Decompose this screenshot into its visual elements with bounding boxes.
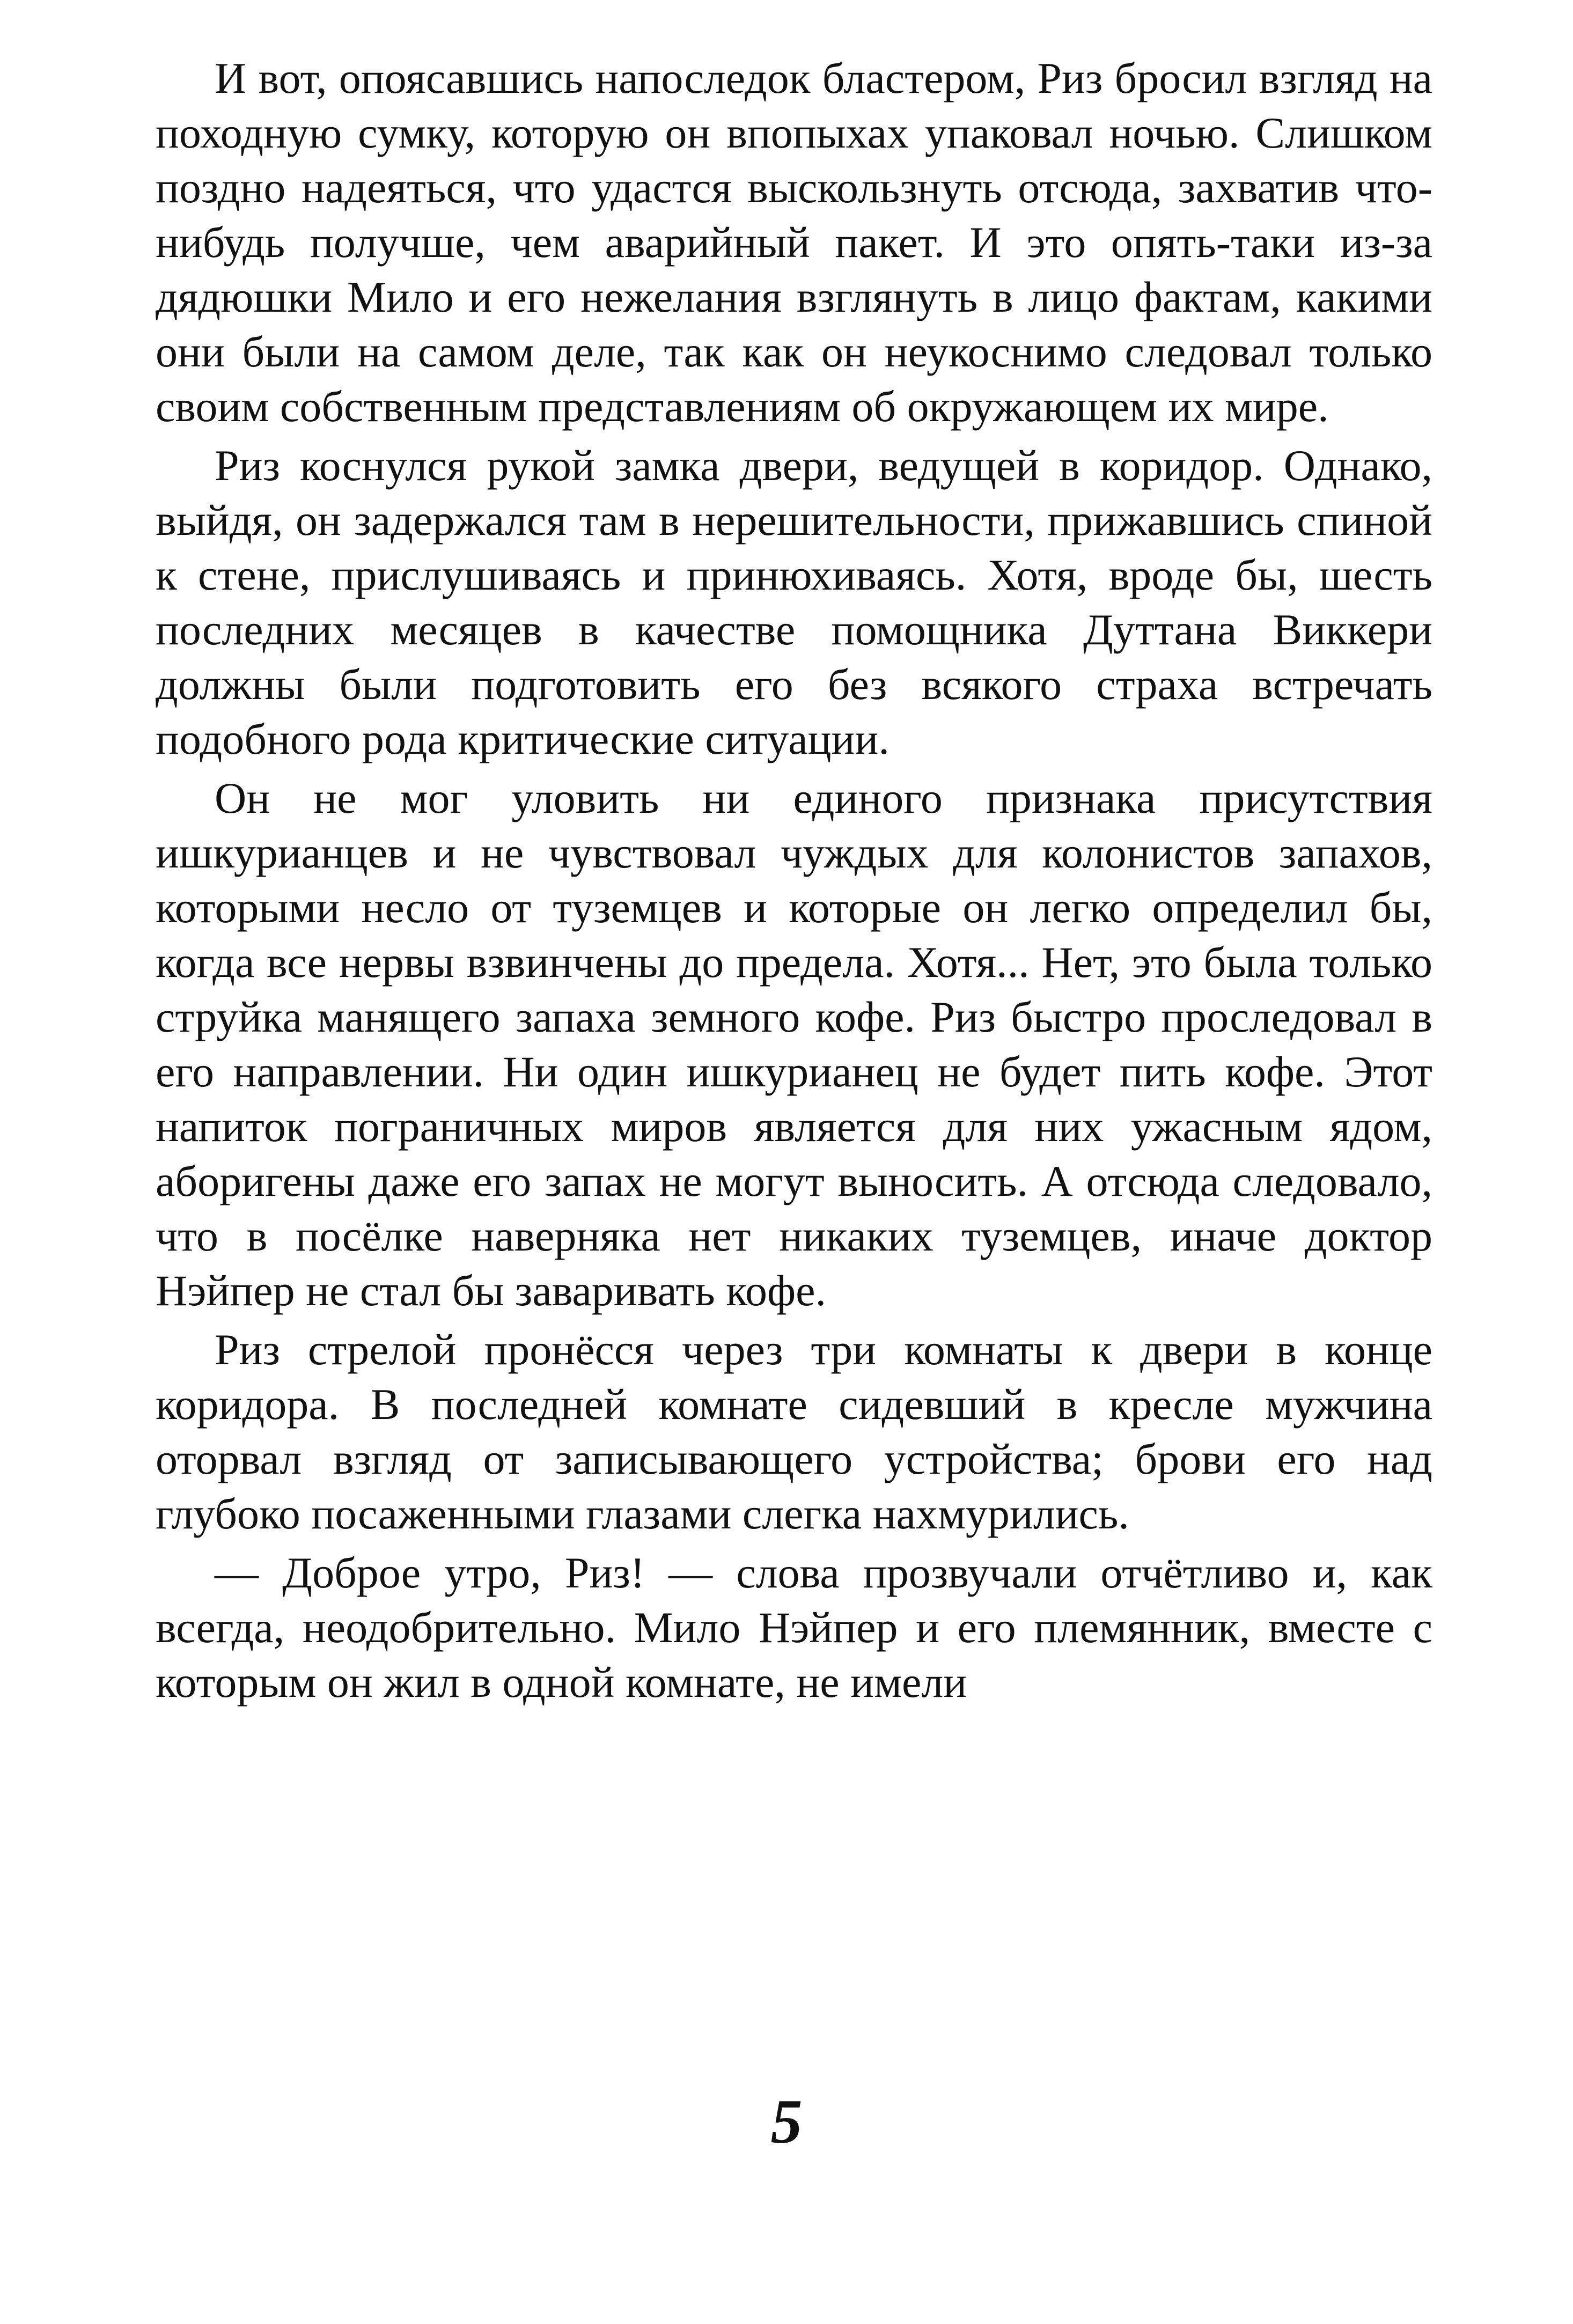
paragraph-4: Риз стрелой пронёсся через три комнаты к двери в конце коридора. В последней комнате сидевший в кресле мужчина оторвал взгляд от записывающего устройства; брови его над глубоко посаженными глазами слегка нахмурились. bbox=[156, 1325, 1432, 1538]
paragraph-1: И вот, опоясавшись напоследок бластером, Риз бросил взгляд на походную сумку, которую он впопыхах упаковал ночью. Слишком поздно надеяться, что удастся выскользнуть отсюда, захватив что-нибудь получше, чем аварийный пакет. И это опять-таки из-за дядюшки Мило и его нежелания взглянуть в лицо фактам, какими они были на самом деле, так как он неукоснимо следовал только своим собственным представлениям об окружающем их мире. bbox=[156, 54, 1432, 431]
paragraph-3: Он не мог уловить ни единого признака присутствия ишкурианцев и не чувствовал чуждых для колонистов запахов, которыми несло от туземцев и которые он легко определил бы, когда все нервы взвинчены до предела. Хотя... Нет, это была только струйка манящего запаха земного кофе. Риз быстро проследовал в его направлении. Ни один ишкурианец не будет пить кофе. Этот напиток пограничных миров является для них ужасным ядом, аборигены даже его запах не могут выносить. А отсюда следовало, что в посёлке наверняка нет никаких туземцев, иначе доктор Нэйпер не стал бы заваривать кофе. bbox=[156, 774, 1432, 1315]
paragraph-5: — Доброе утро, Риз! — слова прозвучали отчётливо и, как всегда, неодобрительно. Мило Нэйпер и его племянник, вместе с которым он жил в одной комнате, не имели bbox=[156, 1548, 1432, 1707]
paragraph-2: Риз коснулся рукой замка двери, ведущей в коридор. Однако, выйдя, он задержался там в нерешительности, прижавшись спиной к стене, прислушиваясь и принюхиваясь. Хотя, вроде бы, шесть последних месяцев в качестве помощника Дуттана Виккери должны были подготовить его без всякого страха встречать подобного рода критические ситуации. bbox=[156, 441, 1432, 763]
body-text bbox=[156, 51, 1432, 1714]
page-number: 5 bbox=[770, 2086, 803, 2157]
